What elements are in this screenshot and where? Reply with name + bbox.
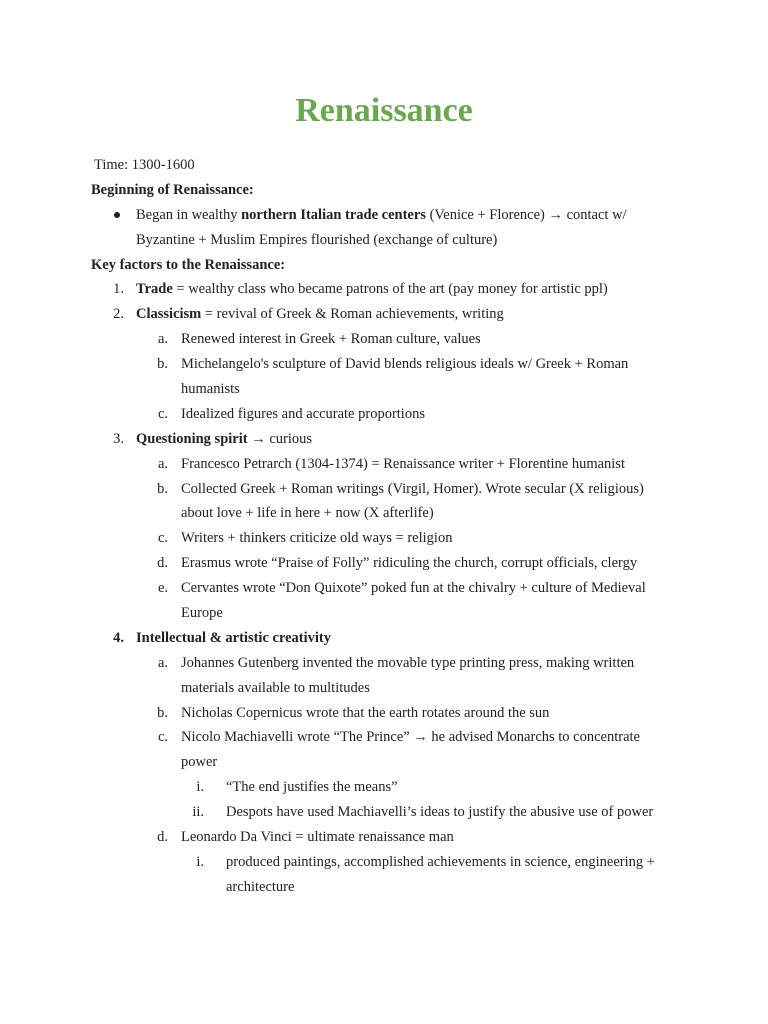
list-item: 1. Trade = wealthy class who became patrons of the art (pay money for artistic ppl) xyxy=(113,281,608,298)
sub-sub-item: i. “The end justifies the means” xyxy=(196,779,398,796)
sub-item-continuation: materials available to multitudes xyxy=(181,679,370,696)
beginning-heading: Beginning of Renaissance: xyxy=(91,181,254,198)
factors-heading: Key factors to the Renaissance: xyxy=(91,256,286,273)
bullet-dot xyxy=(114,203,120,228)
sub-item-continuation: Europe xyxy=(181,605,223,622)
list-item: 2. Classicism = revival of Greek & Roman achievements, writing xyxy=(113,306,504,323)
time-text: Time: 1300-1600 xyxy=(94,157,195,173)
sub-item-continuation: about love + life in here + now (X afterlife) xyxy=(181,505,434,522)
list-item-text: Began in wealthy northern Italian trade centers (Venice + Florence) → contact w/ xyxy=(136,206,627,223)
list-item-continuation: Byzantine + Muslim Empires flourished (exchange of culture) xyxy=(136,231,498,248)
list-item: 4. Intellectual & artistic creativity xyxy=(113,629,332,646)
sub-item-continuation: humanists xyxy=(181,381,240,398)
sub-item-continuation: power xyxy=(181,754,218,771)
sub-item: c. Nicolo Machiavelli wrote “The Prince” → he advised Monarchs to concentrate xyxy=(157,729,640,746)
sub-item: a. Francesco Petrarch (1304-1374) = Renaissance writer + Florentine humanist xyxy=(157,455,625,472)
sub-item: b. Michelangelo's sculpture of David blends religious ideals w/ Greek + Roman xyxy=(157,356,629,373)
sub-item: e. Cervantes wrote “Don Quixote” poked fun at the chivalry + culture of Medieval xyxy=(157,580,646,597)
list-item: 3. Questioning spirit → curious xyxy=(113,430,313,447)
list-item xyxy=(0,203,768,228)
sub-sub-item: i. produced paintings, accomplished achievements in science, engineering + xyxy=(196,853,655,870)
section-heading xyxy=(0,178,768,203)
sub-item: a. Renewed interest in Greek + Roman culture, values xyxy=(157,331,481,348)
time-line xyxy=(0,153,768,178)
section-heading xyxy=(0,253,768,278)
sub-item: c. Writers + thinkers criticize old ways = religion xyxy=(157,530,453,547)
sub-item: b. Nicholas Copernicus wrote that the earth rotates around the sun xyxy=(157,704,550,721)
sub-sub-item-continuation: architecture xyxy=(226,878,295,895)
sub-item: a. Johannes Gutenberg invented the movable type printing press, making written xyxy=(157,654,635,671)
notes-body xyxy=(0,153,768,900)
sub-item: b. Collected Greek + Roman writings (Virgil, Homer). Wrote secular (X religious) xyxy=(157,480,644,497)
sub-item: d. Leonardo Da Vinci = ultimate renaissance man xyxy=(157,829,454,846)
sub-item: d. Erasmus wrote “Praise of Folly” ridiculing the church, corrupt officials, clergy xyxy=(157,555,638,572)
sub-item: c. Idealized figures and accurate proportions xyxy=(157,405,425,422)
sub-sub-item: ii. Despots have used Machiavelli’s ideas to justify the abusive use of power xyxy=(192,804,654,821)
page-title: Renaissance xyxy=(295,92,473,129)
